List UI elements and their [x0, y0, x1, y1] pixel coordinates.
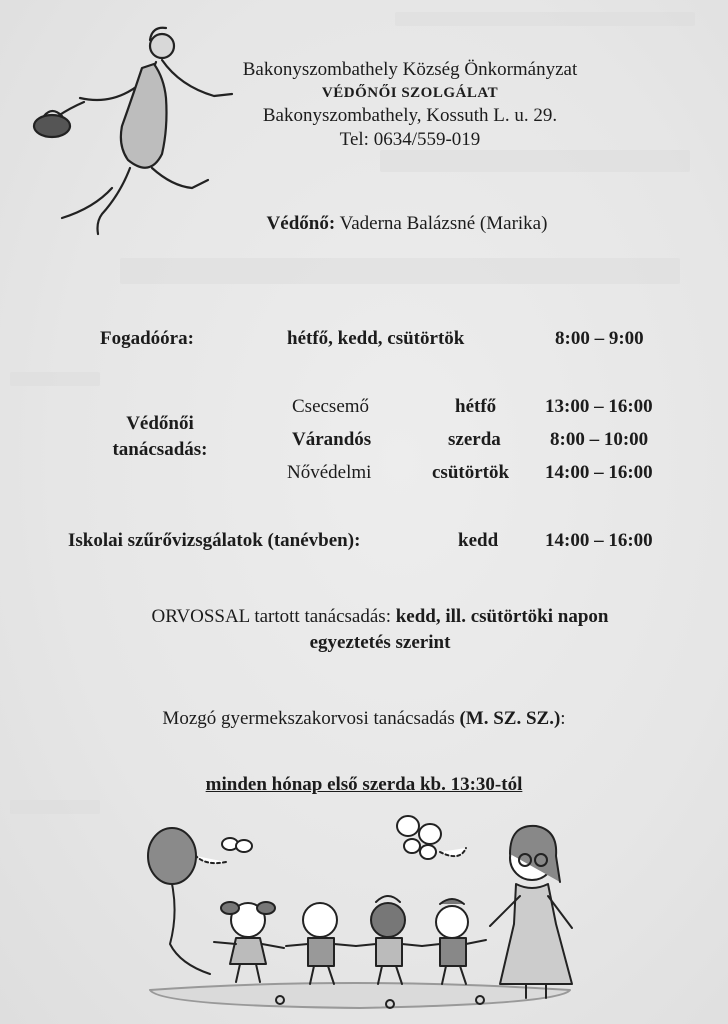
mobile-suffix: :: [560, 708, 566, 729]
children-illustration: [130, 812, 600, 1017]
mobile-counseling: [0, 708, 728, 730]
counseling-type-infant: Csecsemő: [292, 396, 370, 417]
counseling-label-line2: tanácsadás:: [112, 439, 208, 460]
office-hours-days: hétfő, kedd, csütörtök: [287, 328, 465, 349]
counseling-day-pregnant: szerda: [448, 429, 501, 450]
nurse-name: Vaderna Balázsné (Marika): [339, 213, 548, 234]
counseling-time-women: 14:00 – 16:00: [545, 462, 653, 483]
counseling-day-infant: hétfő: [455, 396, 497, 417]
bleed-through-block: [120, 258, 680, 284]
bleed-through-block: [395, 12, 695, 26]
mobile-text: Mozgó gyermekszakorvosi tanácsadás: [162, 708, 455, 729]
nurse-line: [0, 213, 728, 235]
office-hours-time: 8:00 – 9:00: [555, 328, 644, 349]
doctor-days: kedd, ill. csütörtöki napon: [395, 606, 609, 627]
doctor-counseling: [60, 604, 700, 656]
doctor-arrangement: egyeztetés szerint: [309, 632, 451, 653]
doctor-prefix: ORVOSSAL tartott tanácsadás:: [151, 606, 391, 627]
counseling-label-line1: Védőnői: [126, 413, 194, 434]
schedule-note: minden hónap első szerda kb. 13:30-tól: [205, 774, 523, 795]
butterfly-right: [397, 816, 466, 859]
address: Bakonyszombathely, Kossuth L. u. 29.: [262, 105, 558, 126]
office-hours-label: Fogadóóra:: [100, 328, 194, 349]
counseling-time-infant: 13:00 – 16:00: [545, 396, 653, 417]
header-block: [200, 58, 620, 152]
counseling-type-women: Nővédelmi: [287, 462, 372, 483]
counseling-time-pregnant: 8:00 – 10:00: [550, 429, 649, 450]
mobile-abbr: (M. SZ. SZ.): [459, 708, 561, 729]
butterfly-left: [196, 838, 252, 863]
bleed-through-block: [380, 150, 690, 172]
organization-name: Bakonyszombathely Község Önkormányzat: [242, 59, 578, 80]
phone-number: Tel: 0634/559-019: [339, 129, 481, 150]
counseling-day-women: csütörtök: [432, 462, 510, 483]
nurse-label: Védőnő:: [266, 213, 336, 234]
bleed-through-block: [10, 372, 100, 386]
school-day: kedd: [458, 530, 499, 551]
service-name: VÉDŐNŐI SZOLGÁLAT: [321, 85, 499, 101]
school-label: Iskolai szűrővizsgálatok (tanévben):: [68, 530, 361, 551]
bleed-through-block: [10, 800, 100, 814]
counseling-type-pregnant: Várandós: [292, 429, 372, 450]
school-time: 14:00 – 16:00: [545, 530, 653, 551]
